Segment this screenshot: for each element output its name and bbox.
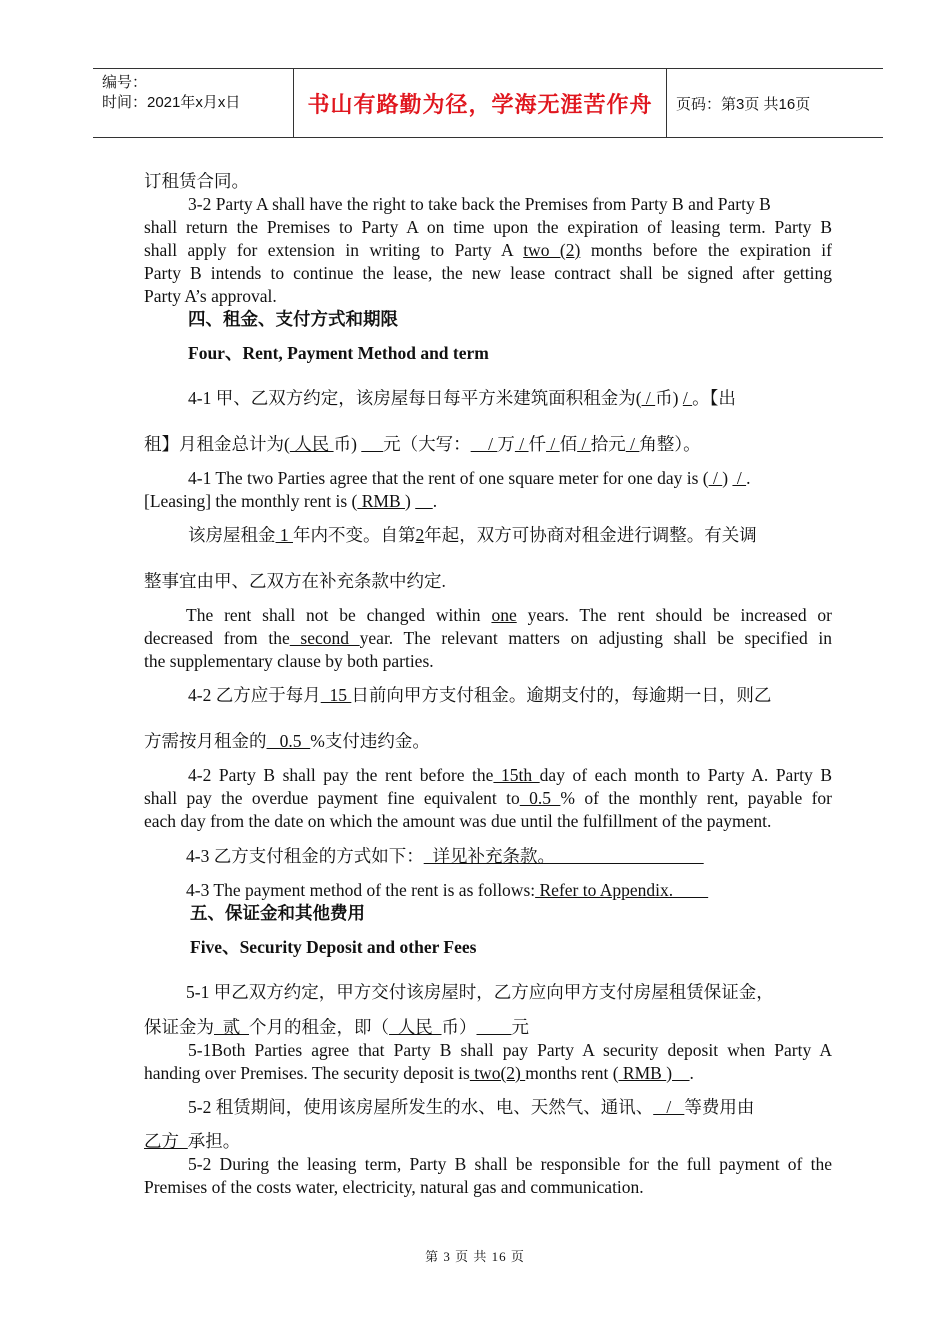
text-line: 4-2 乙方应于每月 15 日前向甲方支付租金。逾期支付的，每逾期一日，则乙	[188, 685, 772, 705]
text-line: shall apply for extension in writing to Party A two (2) months before the expiration if	[144, 240, 832, 260]
text-line: each day from the date on which the amount was due until the fulfillment of the payment.	[144, 811, 772, 831]
text-line: 整事宜由甲、乙双方在补充条款中约定.	[144, 571, 446, 591]
text-line: Party B intends to continue the lease, the new lease contract shall be signed after getting	[144, 263, 832, 283]
text-line: Premises of the costs water, electricity, natural gas and communication.	[144, 1177, 644, 1197]
text-line: 5-2 During the leasing term, Party B shall be responsible for the full payment of the	[188, 1154, 832, 1174]
text-line: 5-1 甲乙双方约定，甲方交付该房屋时，乙方应向甲方支付房屋租赁保证金，	[186, 982, 774, 1002]
text-line: 4-3 The payment method of the rent is as follows: Refer to Appendix.	[186, 880, 709, 900]
text-line: 保证金为 贰 个月的租金，即（ 人民 币） 元	[144, 1017, 529, 1037]
text-line: 该房屋租金 1 年内不变。自第2年起，双方可协商对租金进行调整。有关调	[188, 525, 757, 545]
page-header	[93, 68, 883, 138]
text-line: 乙方 承担。	[144, 1131, 241, 1151]
text-line: handing over Premises. The security deposit is two(2) months rent ( RMB ) .	[144, 1063, 694, 1083]
text-line: 4-3 乙方支付租金的方式如下： 详见补充条款。	[186, 846, 704, 866]
text-line: 4-2 Party B shall pay the rent before the 15th day of each month to Party A. Party B	[188, 765, 832, 785]
text-line: 5-2 租赁期间，使用该房屋所发生的水、电、天然气、通讯、 / 等费用由	[188, 1097, 755, 1117]
text-line: The rent shall not be changed within one years. The rent should be increased or	[186, 605, 833, 625]
text-line: 租】月租金总计为( 人民 币) 元（大写： / 万 / 仟 / 佰 / 拾元 / 角整）。	[144, 434, 701, 454]
header-meta	[93, 69, 294, 137]
header-page-number: 页码：第3页 共16页	[676, 95, 811, 113]
text-line: shall pay the overdue payment fine equivalent to 0.5 % of the monthly rent, payable for	[144, 788, 833, 808]
header-motto: 书山有路勤为径，学海无涯苦作舟	[294, 69, 667, 137]
page-footer: 第 3 页 共 16 页	[425, 1249, 525, 1264]
text-line: 3-2 Party A shall have the right to take back the Premises from Party B and Party B	[188, 194, 771, 214]
text-line: 订租赁合同。	[144, 171, 249, 191]
text-line: 4-1 The two Parties agree that the rent of one square meter for one day is ( / ) / .	[188, 468, 751, 488]
time-label: 时间：2021年x月x日	[102, 94, 241, 111]
section-heading: Five、Security Deposit and other Fees	[190, 937, 477, 957]
text-line: the supplementary clause by both parties.	[144, 651, 434, 671]
text-line: 5-1Both Parties agree that Party B shall pay Party A security deposit when Party A	[188, 1040, 832, 1060]
section-heading: 四、租金、支付方式和期限	[188, 309, 398, 329]
text-line: 方需按月租金的 0.5 %支付违约金。	[144, 731, 430, 751]
text-line: Party A’s approval.	[144, 286, 277, 306]
section-heading: 五、保证金和其他费用	[190, 903, 365, 923]
text-line: decreased from the second year. The relevant matters on adjusting shall be specified in	[144, 628, 832, 648]
section-heading: Four、Rent, Payment Method and term	[188, 343, 489, 363]
text-line: shall return the Premises to Party A on time upon the expiration of leasing term. Party B	[144, 217, 832, 237]
text-line: [Leasing] the monthly rent is ( RMB ) .	[144, 491, 438, 511]
code-label: 编号：	[102, 74, 148, 91]
text-line: 4-1 甲、乙双方约定，该房屋每日每平方米建筑面积租金为( / 币) / 。【出	[188, 388, 736, 408]
